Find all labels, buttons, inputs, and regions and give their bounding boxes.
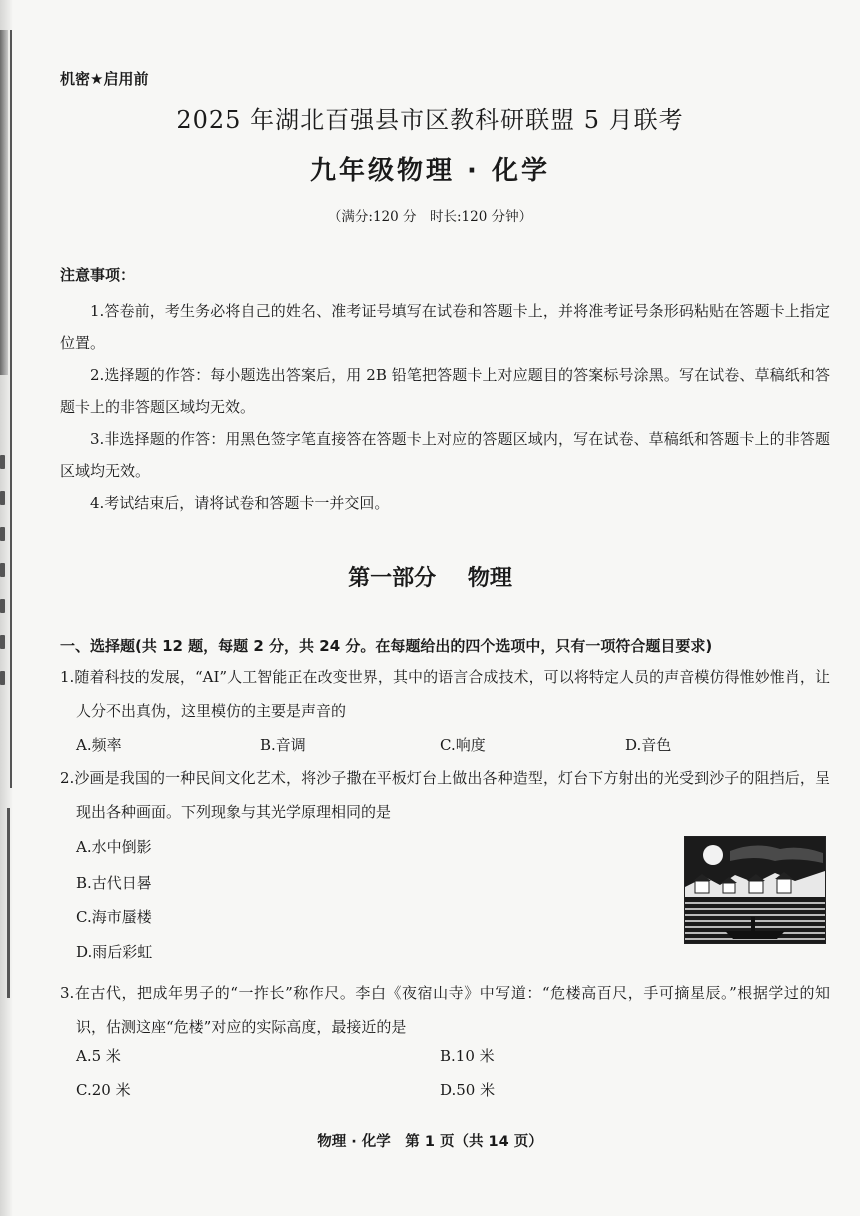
option-a: A.频率 [76, 736, 122, 754]
binding-shadow [0, 30, 8, 375]
note-item: 1.答卷前，考生务必将自己的姓名、准考证号填写在试卷和答题卡上，并将准考证号条形码粘贴在答题卡上指定位置。 [60, 302, 830, 352]
page-footer: 物理 · 化学 第 1 页（共 14 页） [317, 1134, 543, 1150]
sand-painting-image [684, 836, 826, 944]
section-heading: 一、选择题(共 12 题，每题 2 分，共 24 分。在每题给出的四个选项中，只有一项符合题目要求) [60, 637, 713, 655]
note-item: 4.考试结束后，请将试卷和答题卡一并交回。 [90, 494, 390, 512]
exam-title: 2025 年湖北百强县市区教科研联盟 5 月联考 [176, 106, 684, 134]
part-title: 第一部分 物理 [348, 566, 512, 591]
option-c: C.20 米 [76, 1081, 131, 1099]
confidential-label: 机密★启用前 [60, 70, 149, 88]
option-a: A.5 米 [76, 1047, 121, 1065]
score-and-time: （满分:120 分 时长:120 分钟） [327, 209, 533, 225]
note-item: 2.选择题的作答：每小题选出答案后，用 2B 铅笔把答题卡上对应题目的答案标号涂黑。写在试卷、草稿纸和答题卡上的非答题区域均无效。 [60, 366, 830, 416]
option-d: D.雨后彩虹 [76, 943, 153, 961]
option-c: C.响度 [440, 736, 486, 754]
question-stem: 1.随着科技的发展，“AI”人工智能正在改变世界，其中的语言合成技术，可以将特定人员的声音模仿得惟妙惟肖，让人分不出真伪，这里模仿的主要是声音的 [60, 668, 830, 720]
binding-line [10, 30, 12, 788]
subject-title: 九年级物理 · 化学 [310, 156, 550, 186]
option-d: D.50 米 [440, 1081, 496, 1099]
note-item: 3.非选择题的作答：用黑色签字笔直接答在答题卡上对应的答题区域内，写在试卷、草稿纸和答题卡上的非答题区域均无效。 [60, 430, 830, 480]
option-a: A.水中倒影 [76, 838, 152, 856]
option-c: C.海市蜃楼 [76, 908, 152, 926]
question-stem: 3.在古代，把成年男子的“一拃长”称作尺。李白《夜宿山寺》中写道：“危楼高百尺，手可摘星辰。”根据学过的知识，估测这座“危楼”对应的实际高度，最接近的是 [60, 984, 830, 1036]
question-stem: 2.沙画是我国的一种民间文化艺术，将沙子撒在平板灯台上做出各种造型，灯台下方射出的光受到沙子的阻挡后，呈现出各种画面。下列现象与其光学原理相同的是 [60, 769, 830, 821]
option-b: B.音调 [260, 736, 306, 754]
binding-line-lower [7, 808, 10, 998]
option-d: D.音色 [625, 736, 672, 754]
option-b: B.古代日晷 [76, 874, 152, 892]
option-b: B.10 米 [440, 1047, 495, 1065]
notes-title: 注意事项： [60, 266, 136, 284]
